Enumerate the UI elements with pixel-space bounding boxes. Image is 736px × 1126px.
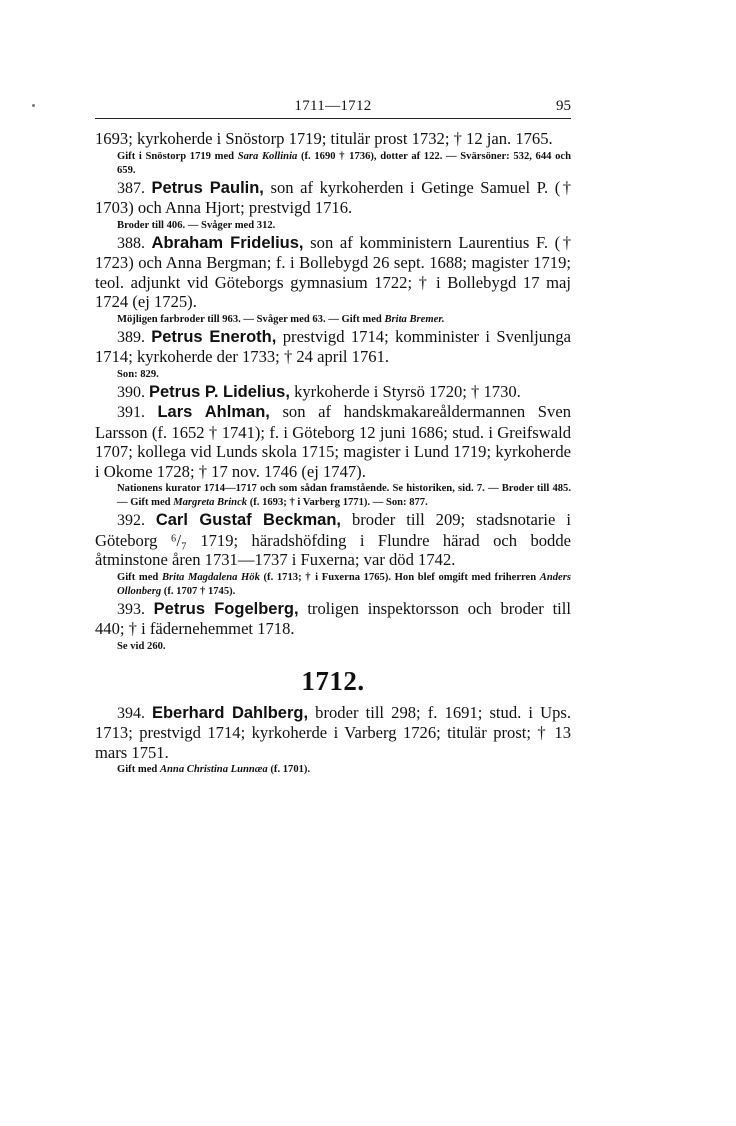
note-text: (f. 1713; † i Fuxerna 1765). Hon blef omgift med friherren [259,571,540,583]
entry-name: Petrus P. Lidelius, [149,382,290,401]
note-name-italic: Sara Kollinia [237,150,298,162]
entry-text: broder till 298; f. 1691; stud. i Ups. 1713; prestvigd 1714; kyrkoherde i Varberg 1726; titulär prost; † 13 mars 1751. [95,702,572,762]
entry-text: son af kyrkoherden i Getinge Samuel P. († 1703) och Anna Hjort; prestvigd 1716. [95,177,572,217]
year-heading: 1712. [301,665,365,696]
note-name-italic: Brita Bremer. [384,313,445,325]
note-text: Gift med [117,571,162,583]
note-text: Se vid 260. [117,640,166,652]
entry-name: Carl Gustaf Beckman, [155,511,341,529]
entry-name: Eberhard Dahlberg, [151,703,309,722]
entry [95,178,571,218]
note-text: Möjligen farbroder till 963. — Svåger med 63. — Gift med [117,313,385,325]
note-text: Gift med [117,764,160,775]
entry [95,703,571,763]
entry-text: broder till 209; stadsnotarie i Göteborg ⁶/₇ 1719; häradshöfding i Flundre härad och bodde åtminstone åren 1731—1737 i Fuxerna; var död 1742. [95,510,571,569]
note-text: Son: 829. [117,368,159,380]
entry-number: 393. [117,600,154,618]
note-name-italic: Anders Ollonberg [117,571,571,597]
entry [95,327,571,367]
note-name-italic: Brita Magdalena Hök [161,571,260,583]
entry-name: Abraham Fridelius, [151,233,304,252]
page [95,96,571,777]
continuation-text: 1693; kyrkoherde i Snöstorp 1719; titulär prost 1732; † 12 jan. 1765. [95,129,553,148]
entry-name: Petrus Eneroth, [151,327,277,346]
entry-number: 388. [117,234,152,252]
entry-note [95,763,571,777]
entries-1712 [95,703,571,778]
entry-text: prestvigd 1714; komminister i Svenljunga 1714; kyrkoherde der 1733; † 24 april 1761. [95,326,572,366]
note-text: Broder till 406. — Svåger med 312. [117,219,276,231]
entry-note [95,571,571,599]
entry-number: 390. [117,383,149,401]
entry-text: troligen inspektorsson och broder till 440; † i fädernehemmet 1718. [95,598,572,638]
entry [95,233,571,312]
note-text: (f. 1701). [267,764,311,775]
note-name-italic: Margreta Brinck [173,497,248,508]
entry [95,599,571,639]
note-text: Gift i Snöstorp 1719 med [117,150,238,162]
entry-text: son af komministern Laurentius F. († 1723) och Anna Bergman; f. i Bollebygd 26 sept. 1688; magister 1719; teol. adjunkt vid Göteborgs gymnasium 1722; † i Bollebygd 17 maj 1724 (ej 1725). [95,232,572,311]
entry-note [95,219,571,233]
continuation-note [95,150,571,178]
entry [95,382,571,403]
entries-1711 [95,178,571,654]
entry-text: kyrkoherde i Styrsö 1720; † 1730. [289,381,521,401]
entry-number: 392. [117,512,156,529]
margin-speck [32,104,35,107]
page-number: 95 [556,98,571,114]
note-text: (f. 1707 † 1745). [161,585,236,597]
entry-name: Petrus Fogelberg, [153,599,299,618]
entry-number: 391. [117,404,158,421]
entry-number: 389. [117,328,152,346]
note-name-italic: Anna Christina Lunnæa [159,764,268,775]
running-title: 1711—1712 [294,98,372,114]
entry [95,402,571,481]
entry [95,510,571,570]
running-head [95,96,571,119]
entry-name: Petrus Paulin, [151,178,264,197]
note-text: (f. 1690 † 1736), dotter af 122. — Svärsöner: 532, 644 och 659. [117,150,571,176]
entry-number: 387. [117,179,152,197]
entry-note [95,640,571,654]
entry-number: 394. [117,704,152,722]
entry-note [95,313,571,327]
entry-name: Lars Ahlman, [157,403,270,421]
note-text: (f. 1693; † i Varberg 1771). — Son: 877. [247,497,428,508]
note-text: Nationens kurator 1714—1717 och som sådan framstående. Se historiken, sid. 7. — Broder till 485. — Gift med [117,483,571,508]
entry-note [95,482,571,510]
page-body [95,129,571,777]
entry-text: son af handskmakareåldermannen Sven Larsson (f. 1652 † 1741); f. i Göteborg 12 juni 1686; stud. i Greifswald 1707; kollega vid Lunds skola 1715; magister i Lund 1719; kyrkoherde i Okome 1728; † 17 nov. 1746 (ej 1747). [95,402,571,481]
entry-note [95,368,571,382]
